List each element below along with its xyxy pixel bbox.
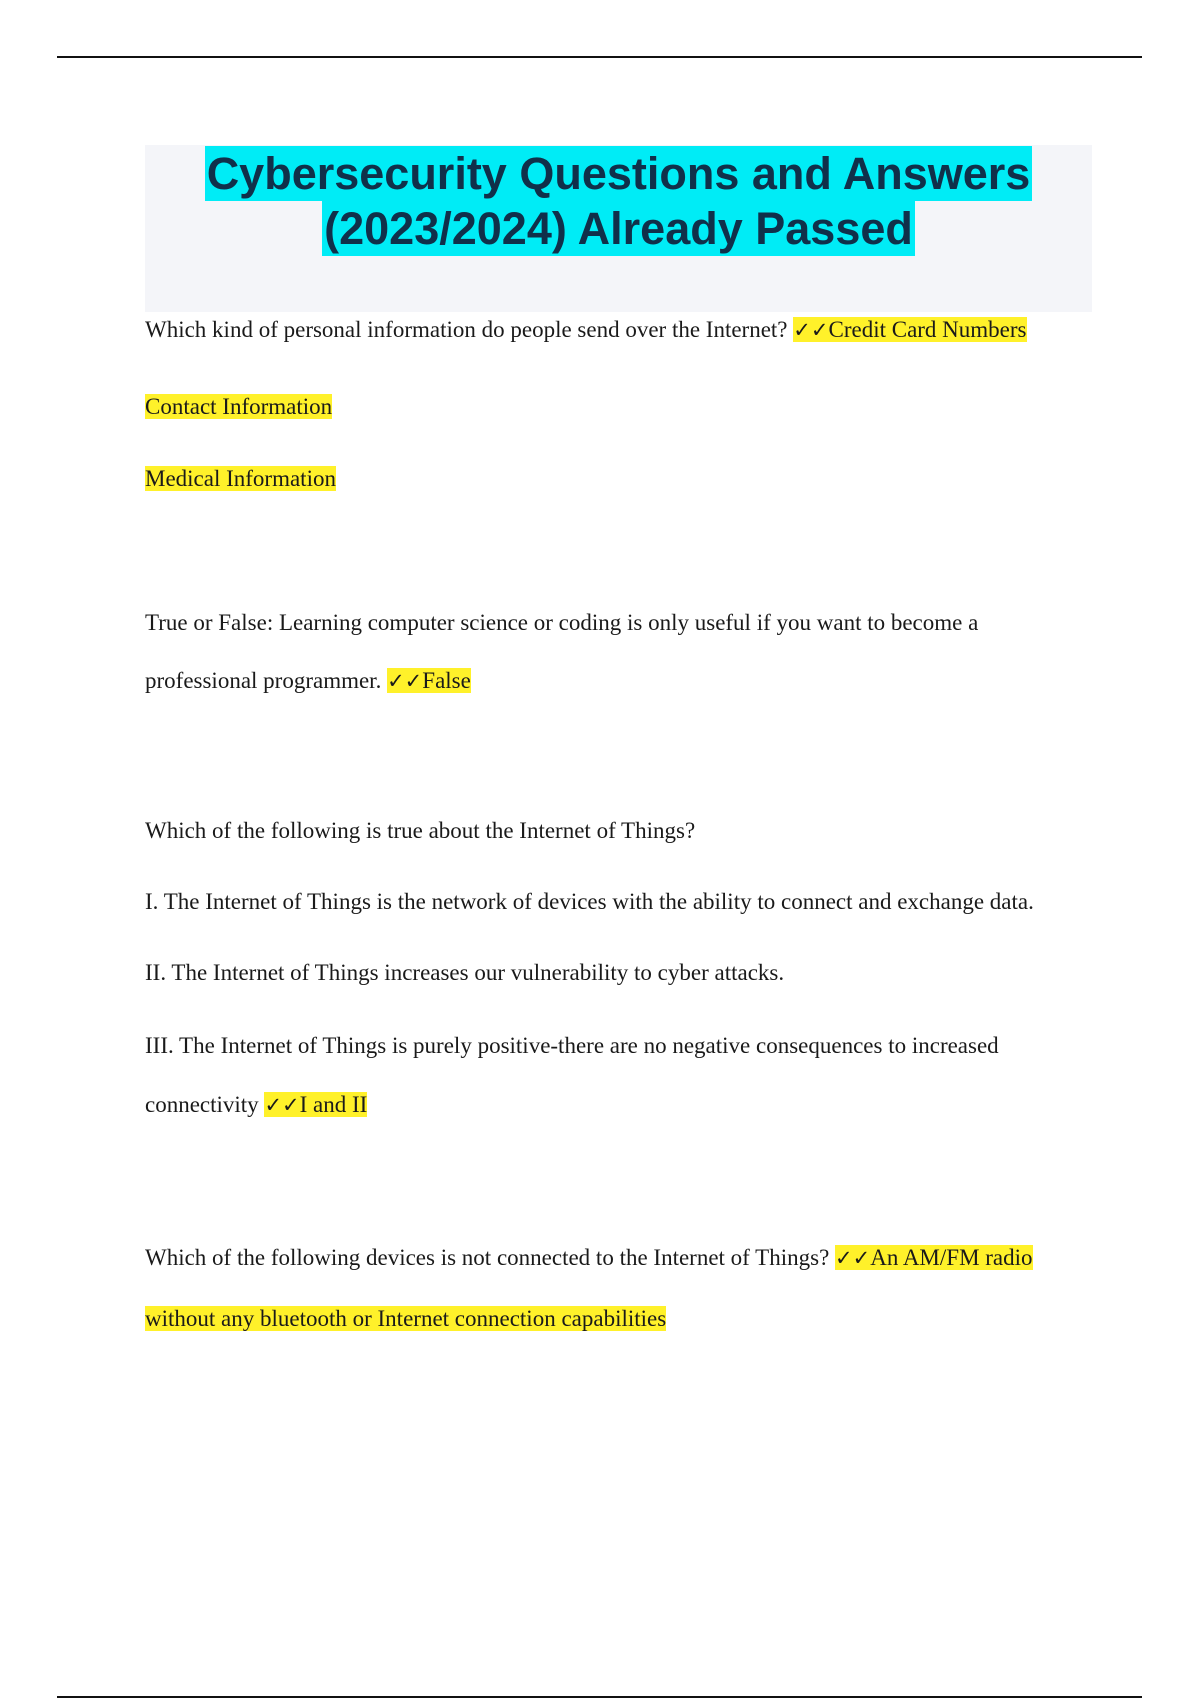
q2-line-2 <box>145 666 471 696</box>
title-block <box>145 145 1092 312</box>
q1-answer-1-text: Credit Card Numbers <box>828 317 1027 342</box>
q2-answer-text: False <box>422 668 471 693</box>
q1-answer-2: Contact Information <box>145 394 333 419</box>
q3-line <box>145 816 695 846</box>
document-title-line-2: (2023/2024) Already Passed <box>324 203 913 254</box>
q3-option-2: II. The Internet of Things increases our vulnerability to cyber attacks. <box>145 960 785 985</box>
q3-option-1-line <box>145 887 1034 917</box>
q2-line-1 <box>145 608 978 638</box>
q1-answer-1 <box>793 317 1026 342</box>
q3-option-1: I. The Internet of Things is the network of devices with the ability to connect and exchange data. <box>145 889 1034 914</box>
q3-option-3-line-2 <box>145 1090 367 1120</box>
top-rule <box>57 56 1142 58</box>
document-title-line-1: Cybersecurity Questions and Answers <box>206 148 1031 199</box>
check-icon: ✓✓ <box>387 669 423 693</box>
q2-question-line-1: True or False: Learning computer science or coding is only useful if you want to become a <box>145 610 979 635</box>
q4-answer-line-2 <box>145 1304 666 1334</box>
check-icon: ✓✓ <box>793 318 829 342</box>
check-icon: ✓✓ <box>264 1093 300 1117</box>
q3-option-3-line-2-text: connectivity <box>145 1092 259 1117</box>
q1-answer-3: Medical Information <box>145 466 336 491</box>
q2-question-line-2: professional programmer. <box>145 668 382 693</box>
bottom-rule <box>57 1696 1142 1698</box>
q3-option-2-line <box>145 958 784 988</box>
q1-answer-2-line <box>145 392 332 422</box>
q1-question: Which kind of personal information do people send over the Internet? <box>145 317 788 342</box>
check-icon: ✓✓ <box>835 1246 871 1270</box>
q3-answer-text: I and II <box>299 1092 368 1117</box>
q3-question: Which of the following is true about the Internet of Things? <box>145 818 696 843</box>
q4-question: Which of the following devices is not connected to the Internet of Things? <box>145 1245 830 1270</box>
q3-option-3-line-1 <box>145 1031 999 1061</box>
q4-answer-1-text: An AM/FM radio <box>870 1245 1033 1270</box>
q4-line <box>145 1243 1033 1273</box>
q3-answer <box>264 1092 367 1117</box>
q3-option-3-line-1-text: III. The Internet of Things is purely positive-there are no negative consequences to increased <box>145 1033 999 1058</box>
q4-answer-2: without any bluetooth or Internet connection capabilities <box>145 1306 667 1331</box>
q1-answer-3-line <box>145 464 336 494</box>
q1-line <box>145 315 1027 345</box>
q4-answer-1 <box>835 1245 1033 1270</box>
q2-answer <box>387 668 471 693</box>
